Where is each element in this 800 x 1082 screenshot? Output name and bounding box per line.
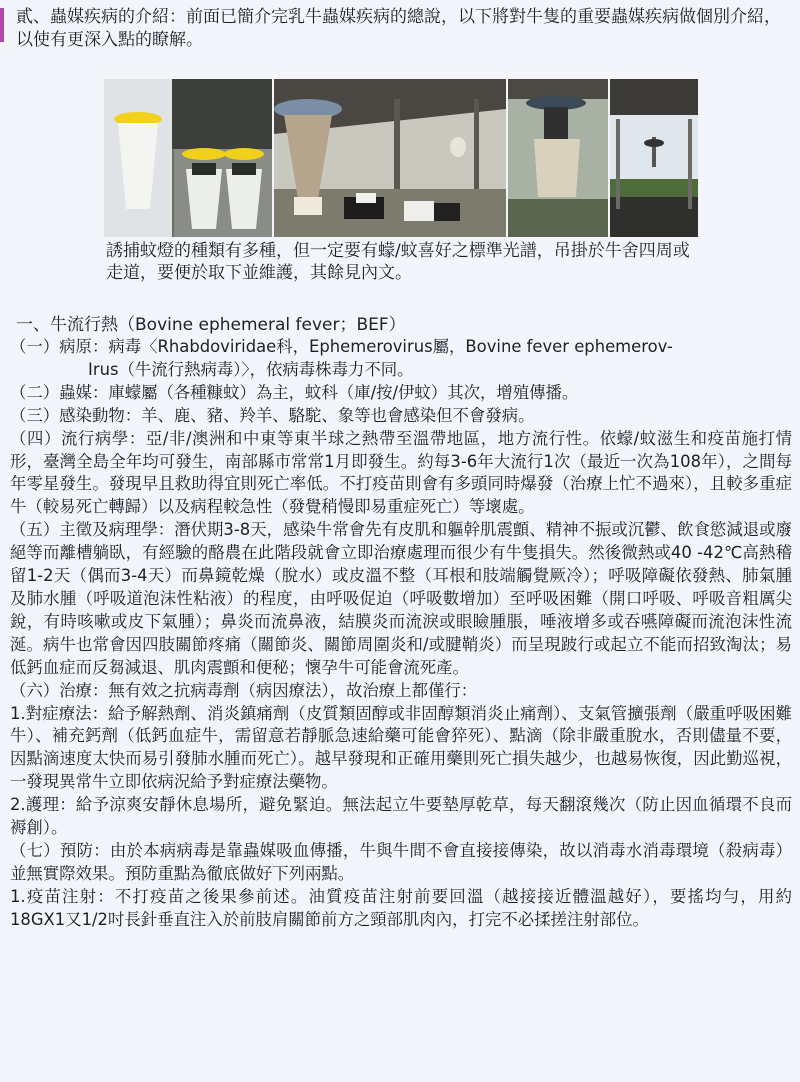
body-paragraph: （三）感染動物：羊、鹿、豬、羚羊、駱駝、象等也會感染但不會發病。	[10, 405, 535, 425]
section-title: 一、牛流行熱（Bovine ephemeral fever；BEF）	[16, 315, 406, 335]
body-paragraph: （二）蟲媒：庫蠓屬（各種糠蚊）為主，蚊科（庫/按/伊蚊）其次，增殖傳播。	[10, 382, 579, 402]
body-text	[10, 336, 792, 932]
light-trap-photo	[104, 79, 272, 237]
light-trap-photo	[274, 79, 506, 237]
page-edge-mark	[0, 8, 4, 42]
body-paragraph: （七）預防：由於本病病毒是靠蟲媒吸血傳播，牛與牛間不會直接接傳染，故以消毒水消毒環境（殺病毒）並無實際效果。預防重點為徹底做好下列兩點。	[10, 840, 792, 883]
intro-paragraph: 貳、蟲媒疾病的介紹：前面已簡介完乳牛蟲媒疾病的總說，以下將對牛隻的重要蟲媒疾病做個別介紹，以使有更深入點的瞭解。	[16, 7, 781, 50]
light-trap-photo	[508, 79, 608, 237]
body-paragraph: Irus（牛流行熱病毒）〉，依病毒株毒力不同。	[88, 359, 414, 379]
body-paragraph: （五）主徵及病理學：潛伏期3-8天，感染牛常會先有皮肌和軀幹肌震顫、精神不振或沉鬱、飲食慾減退或廢絕等而離槽躺臥，有經驗的酪農在此階段就會立即治療處理而很少有牛隻損失。然後微熱或40 -42℃高熱稽留1-2天（偶而3-4天）而鼻鏡乾燥（脫水）或皮溫不整（耳根和肢端觸覺厥冷）；呼吸障礙依發熱、肺氣腫及肺水腫（呼吸道泡沫性粘液）的程度，由呼吸促迫（呼吸數增加）至呼吸困難（開口呼吸、呼吸音粗厲尖銳，有時咳嗽或皮下氣腫）；鼻炎而流鼻液，結膜炎而流淚或眼瞼腫脹，唾液增多或吞嚥障礙而流泡沫性流涎。病牛也常會因四肢關節疼痛（關節炎、關節周圍炎和/或腱鞘炎）而呈現跛行或起立不能而招致淘汰；易低鈣血症而反芻減退、肌肉震顫和便秘；懷孕牛可能會流死產。	[10, 520, 792, 677]
body-paragraph: 2.護理：給予涼爽安靜休息場所，避免緊迫。無法起立牛要墊厚乾草，每天翻滾幾次（防止因血循環不良而褥創）。	[10, 795, 792, 838]
body-paragraph: （四）流行病學：亞/非/澳洲和中東等東半球之熱帶至溫帶地區，地方流行性。依蠓/蚊滋生和疫苗施打情形，臺灣全島全年均可發生，南部縣市常常1月即發生。約每3-6年大流行1次（最近一次為108年），之間每年零星發生。發現早且救助得宜則死亡率低。不打疫苗則會有多頭同時爆發（治療上忙不過來），且較多重症牛（較易死亡轉歸）以及病程較急性（發覺稍慢即易重症死亡）等壞處。	[10, 428, 792, 517]
body-paragraph: 1.疫苗注射：不打疫苗之後果參前述。油質疫苗注射前要回溫（越接接近體溫越好），要搖均勻，用約18GX1又1/2吋長針垂直注入於前肢肩關節前方之頸部肌肉內，打完不必揉搓注射部位。	[10, 886, 792, 929]
photo-caption: 誘捕蚊燈的種類有多種，但一定要有蠓/蚊喜好之標準光譜，吊掛於牛舍四周或走道，要便於取下並維護，其餘見內文。	[106, 241, 690, 283]
light-trap-photo	[610, 79, 698, 237]
body-paragraph: （六）治療：無有效之抗病毒劑（病因療法），故治療上都僅行：	[10, 680, 478, 700]
body-paragraph: 1.對症療法：給予解熱劑、消炎鎮痛劑（皮質類固醇或非固醇類消炎止痛劑）、支氣管擴張劑（嚴重呼吸困難牛）、補充鈣劑（低鈣血症牛，需留意若靜脈急速給藥可能會猝死）、點滴（除非嚴重脫水，否則儘量不要，因點滴速度太快而易引發肺水腫而死亡）。越早發現和正確用藥則死亡損失越少，也越易恢復，因此勤巡視，一發現異常牛立即依病況給予對症療法藥物。	[10, 703, 792, 792]
photo-strip	[104, 79, 706, 237]
body-paragraph: （一）病原：病毒〈Rhabdoviridae科，Ephemerovirus屬，Bovine fever ephemerov-	[10, 337, 673, 356]
